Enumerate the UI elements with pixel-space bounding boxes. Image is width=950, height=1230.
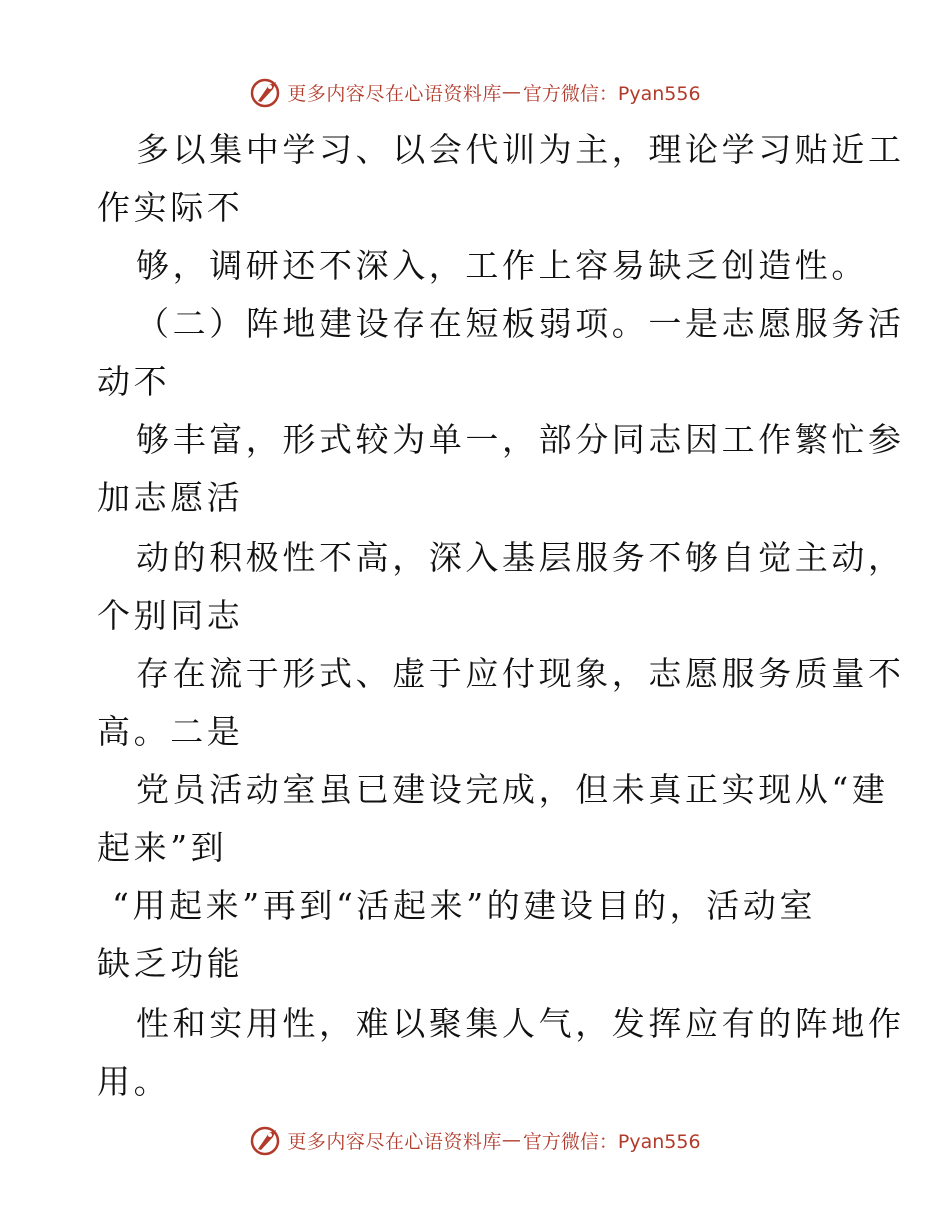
watermark-dash: — xyxy=(501,81,521,103)
text-line: 缺乏功能 xyxy=(97,944,244,983)
text-line: 作实际不 xyxy=(97,188,244,227)
text-line: 个别同志 xyxy=(97,596,244,635)
watermark-text: 更多内容尽在心语资料库 xyxy=(287,1130,502,1153)
header-watermark xyxy=(0,72,950,112)
text-line: “用起来”再到“活起来”的建设目的，活动室 xyxy=(112,886,817,925)
text-line: 多以集中学习、以会代训为主，理论学习贴近工 xyxy=(136,130,905,169)
text-line: 用。 xyxy=(97,1062,171,1101)
watermark-text: 更多内容尽在心语资料库 xyxy=(287,82,502,105)
text-line: 高。二是 xyxy=(97,712,244,751)
watermark-dash: — xyxy=(501,1129,521,1151)
text-line: （二）阵地建设存在短板弱项。一是志愿服务活 xyxy=(136,304,905,343)
watermark-wechat: 官方微信：Pyan556 xyxy=(522,1130,701,1153)
text-line: 动不 xyxy=(97,362,171,401)
text-line: 起来”到 xyxy=(97,828,228,867)
pen-nib-logo-icon xyxy=(249,1123,283,1157)
text-line: 够丰富，形式较为单一，部分同志因工作繁忙参 xyxy=(136,420,905,459)
footer-watermark xyxy=(0,1120,950,1160)
text-line: 党员活动室虽已建设完成，但未真正实现从“建 xyxy=(136,770,889,809)
text-line: 性和实用性，难以聚集人气，发挥应有的阵地作 xyxy=(136,1004,905,1043)
text-line: 够，调研还不深入，工作上容易缺乏创造性。 xyxy=(136,246,868,285)
pen-nib-logo-icon xyxy=(249,75,283,109)
watermark-wechat: 官方微信：Pyan556 xyxy=(522,82,701,105)
text-line: 加志愿活 xyxy=(97,478,244,517)
text-line: 存在流于形式、虚于应付现象，志愿服务质量不 xyxy=(136,654,905,693)
text-line: 动的积极性不高，深入基层服务不够自觉主动， xyxy=(136,538,905,577)
